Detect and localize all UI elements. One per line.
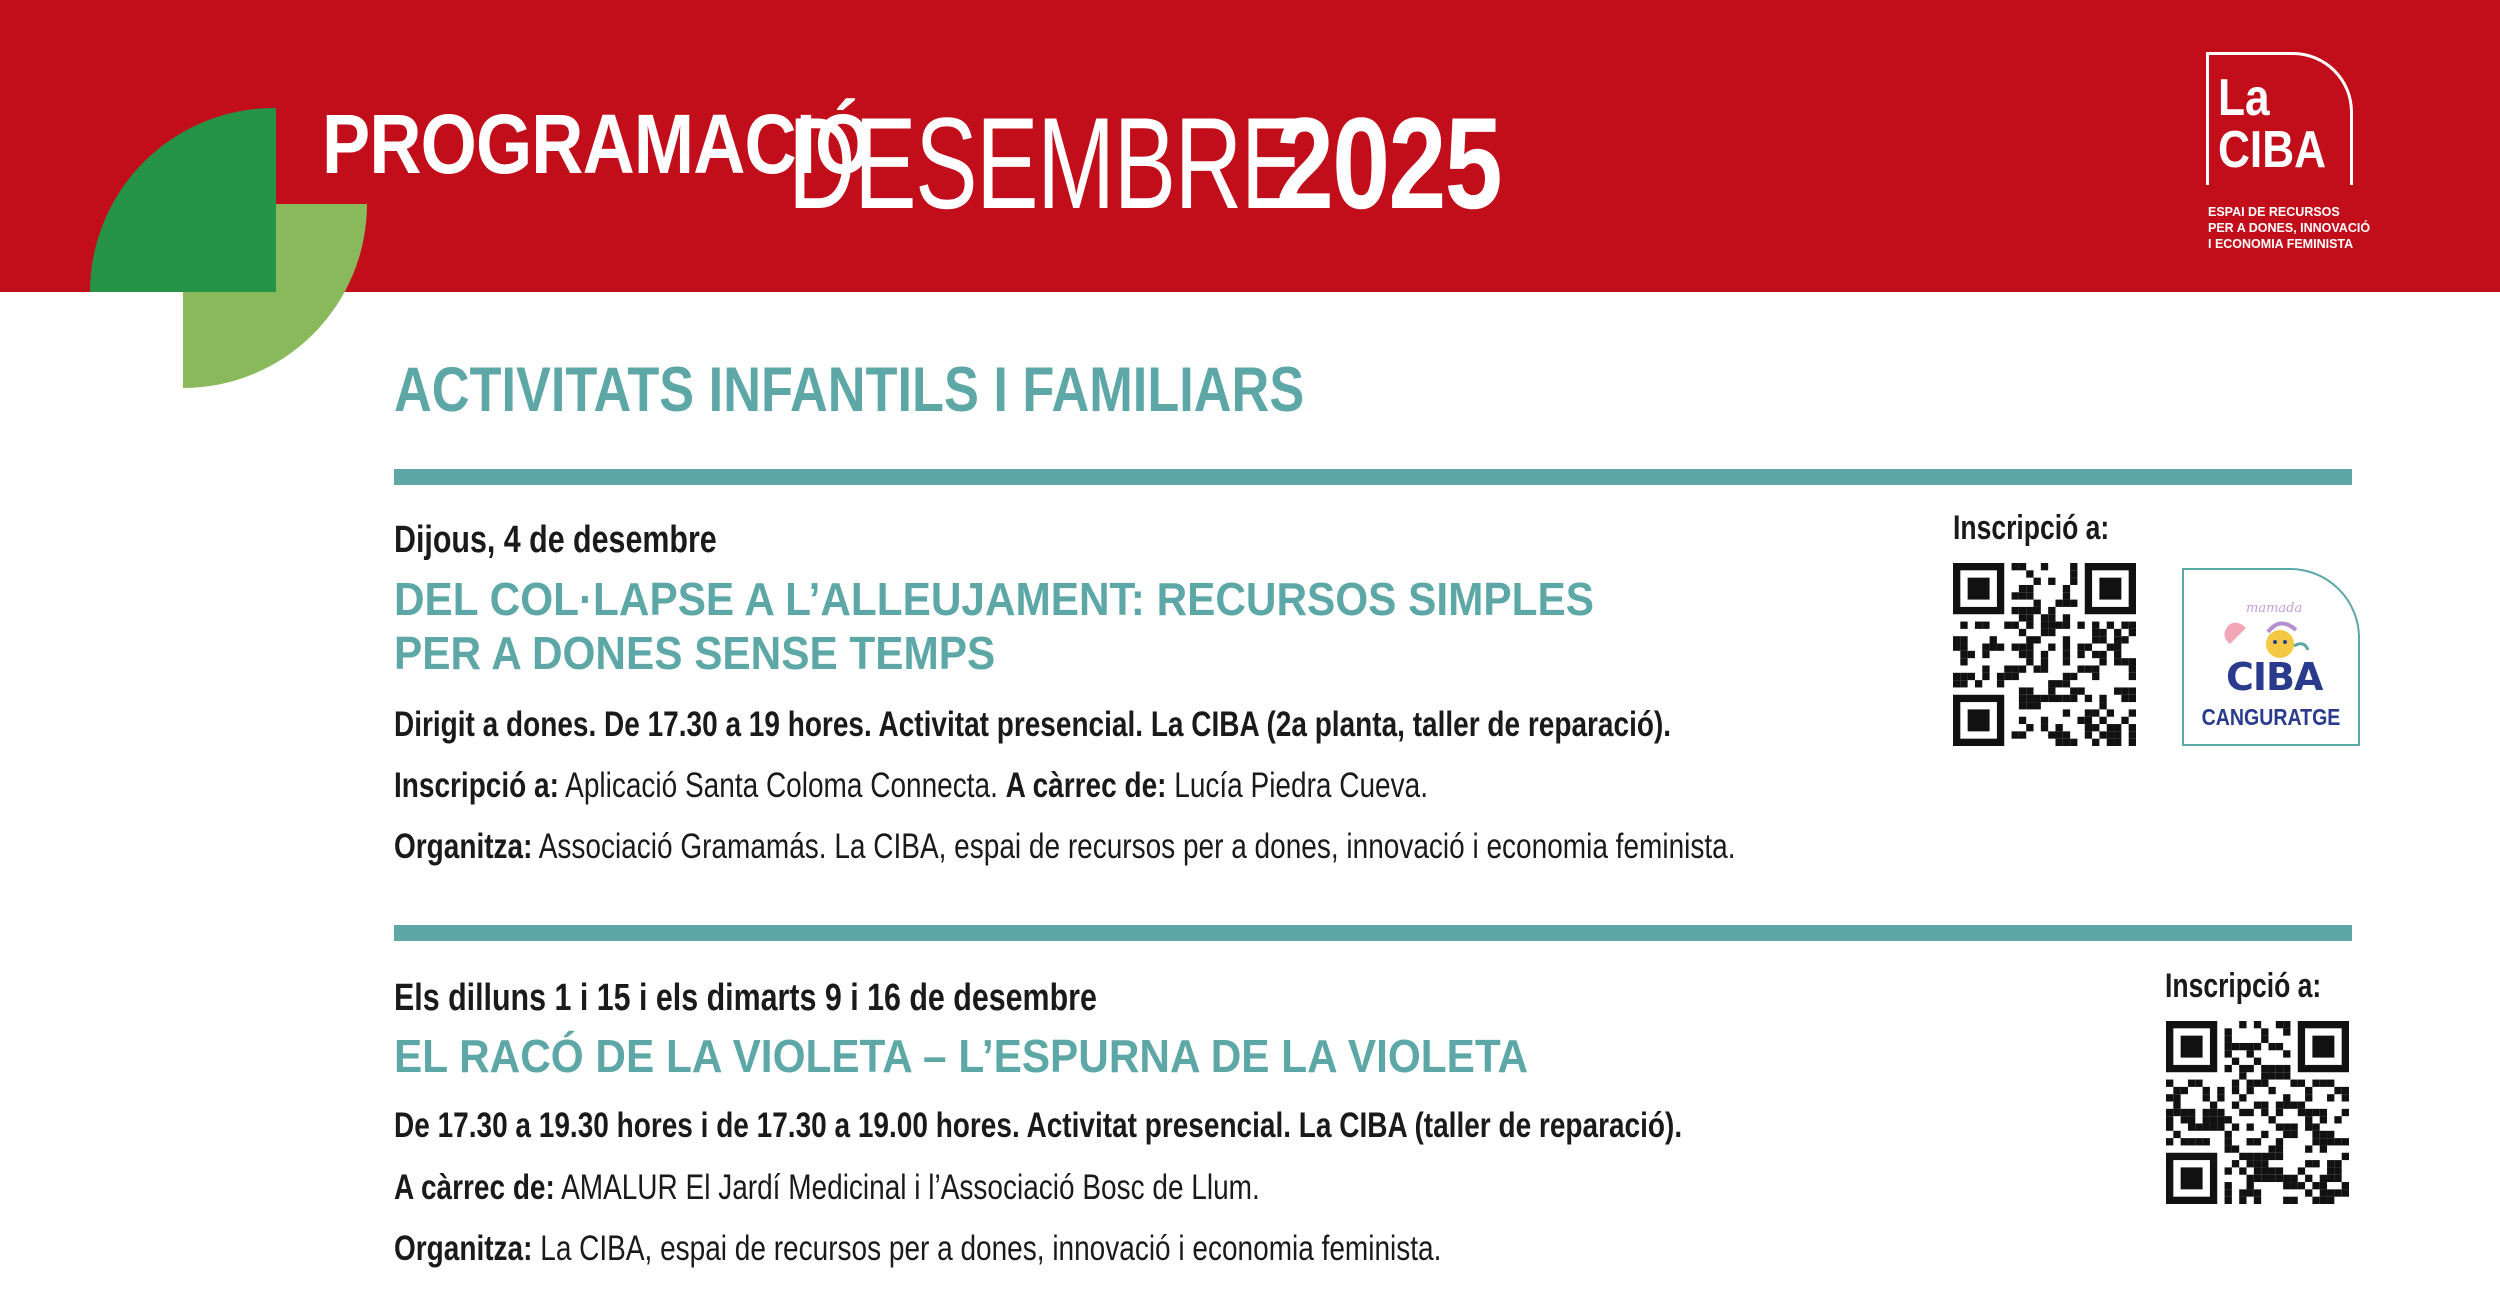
qr-code-icon[interactable] [1953, 563, 2136, 746]
logo-subtitle-line: PER A DONES, INNOVACIÓ [2208, 221, 2371, 235]
qr-label: Inscripció a: [1953, 509, 2110, 547]
carrec-value: Lucía Piedra Cueva. [1174, 766, 1428, 805]
event-title-line: PER A DONES SENSE TEMPS [394, 627, 996, 679]
carrec-label: A càrrec de: [394, 1168, 555, 1207]
leaf-overlap [183, 204, 276, 292]
inscription-label: Inscripció a: [394, 766, 559, 805]
logo-subtitle-line: ESPAI DE RECURSOS [2208, 205, 2340, 219]
qr-label: Inscripció a: [2165, 967, 2322, 1005]
event-details: De 17.30 a 19.30 hores i de 17.30 a 19.00 hores. Activitat presencial. La CIBA (taller de reparació). [394, 1106, 1683, 1145]
event-inscription-line [394, 767, 1428, 806]
organitza-label: Organitza: [394, 1229, 533, 1268]
event-date: Els dilluns 1 i 15 i els dimarts 9 i 16 de desembre [394, 977, 1097, 1019]
year-label: 2025 [1276, 90, 1501, 236]
event-title-line: EL RACÓ DE LA VIOLETA – L’ESPURNA DE LA VIOLETA [394, 1030, 1529, 1082]
section-divider [394, 925, 2352, 941]
program-label: PROGRAMACIÓ [322, 97, 871, 191]
svg-text:CIBA: CIBA [2226, 655, 2323, 699]
event-details: Dirigit a dones. De 17.30 a 19 hores. Activitat presencial. La CIBA (2a planta, taller de reparació). [394, 705, 1672, 744]
section-divider [394, 469, 2352, 485]
canguratge-mascot-icon [2198, 582, 2338, 702]
logo-subtitle-line: I ECONOMIA FEMINISTA [2208, 237, 2354, 251]
logo-text-la: La [2218, 69, 2270, 127]
event-carrec-line [394, 1169, 1260, 1208]
carrec-label: A càrrec de: [1005, 766, 1167, 805]
inscription-value: Aplicació Santa Coloma Connecta. [565, 766, 998, 805]
event-organizer-line [394, 1230, 1441, 1269]
qr-code-icon[interactable] [2166, 1021, 2349, 1204]
event-date: Dijous, 4 de desembre [394, 519, 717, 561]
carrec-value: AMALUR El Jardí Medicinal i l’Associació Bosc de Llum. [561, 1168, 1260, 1207]
month-label: DESEMBRE [788, 90, 1302, 236]
event-title-line: DEL COL·LAPSE A L’ALLEUJAMENT: RECURSOS SIMPLES [394, 573, 1594, 625]
organitza-value: La CIBA, espai de recursos per a dones, innovació i economia feminista. [540, 1229, 1442, 1268]
logo-text-ciba: CIBA [2218, 121, 2327, 179]
organitza-label: Organitza: [394, 827, 533, 866]
svg-text:mamada: mamada [2246, 601, 2303, 616]
canguratge-label: CANGURATGE [2201, 704, 2341, 730]
organitza-value: Associació Gramamás. La CIBA, espai de recursos per a dones, innovació i economia feminista. [538, 827, 1736, 866]
event-organizer-line [394, 828, 1736, 867]
section-title: ACTIVITATS INFANTILS I FAMILIARS [394, 355, 1305, 425]
